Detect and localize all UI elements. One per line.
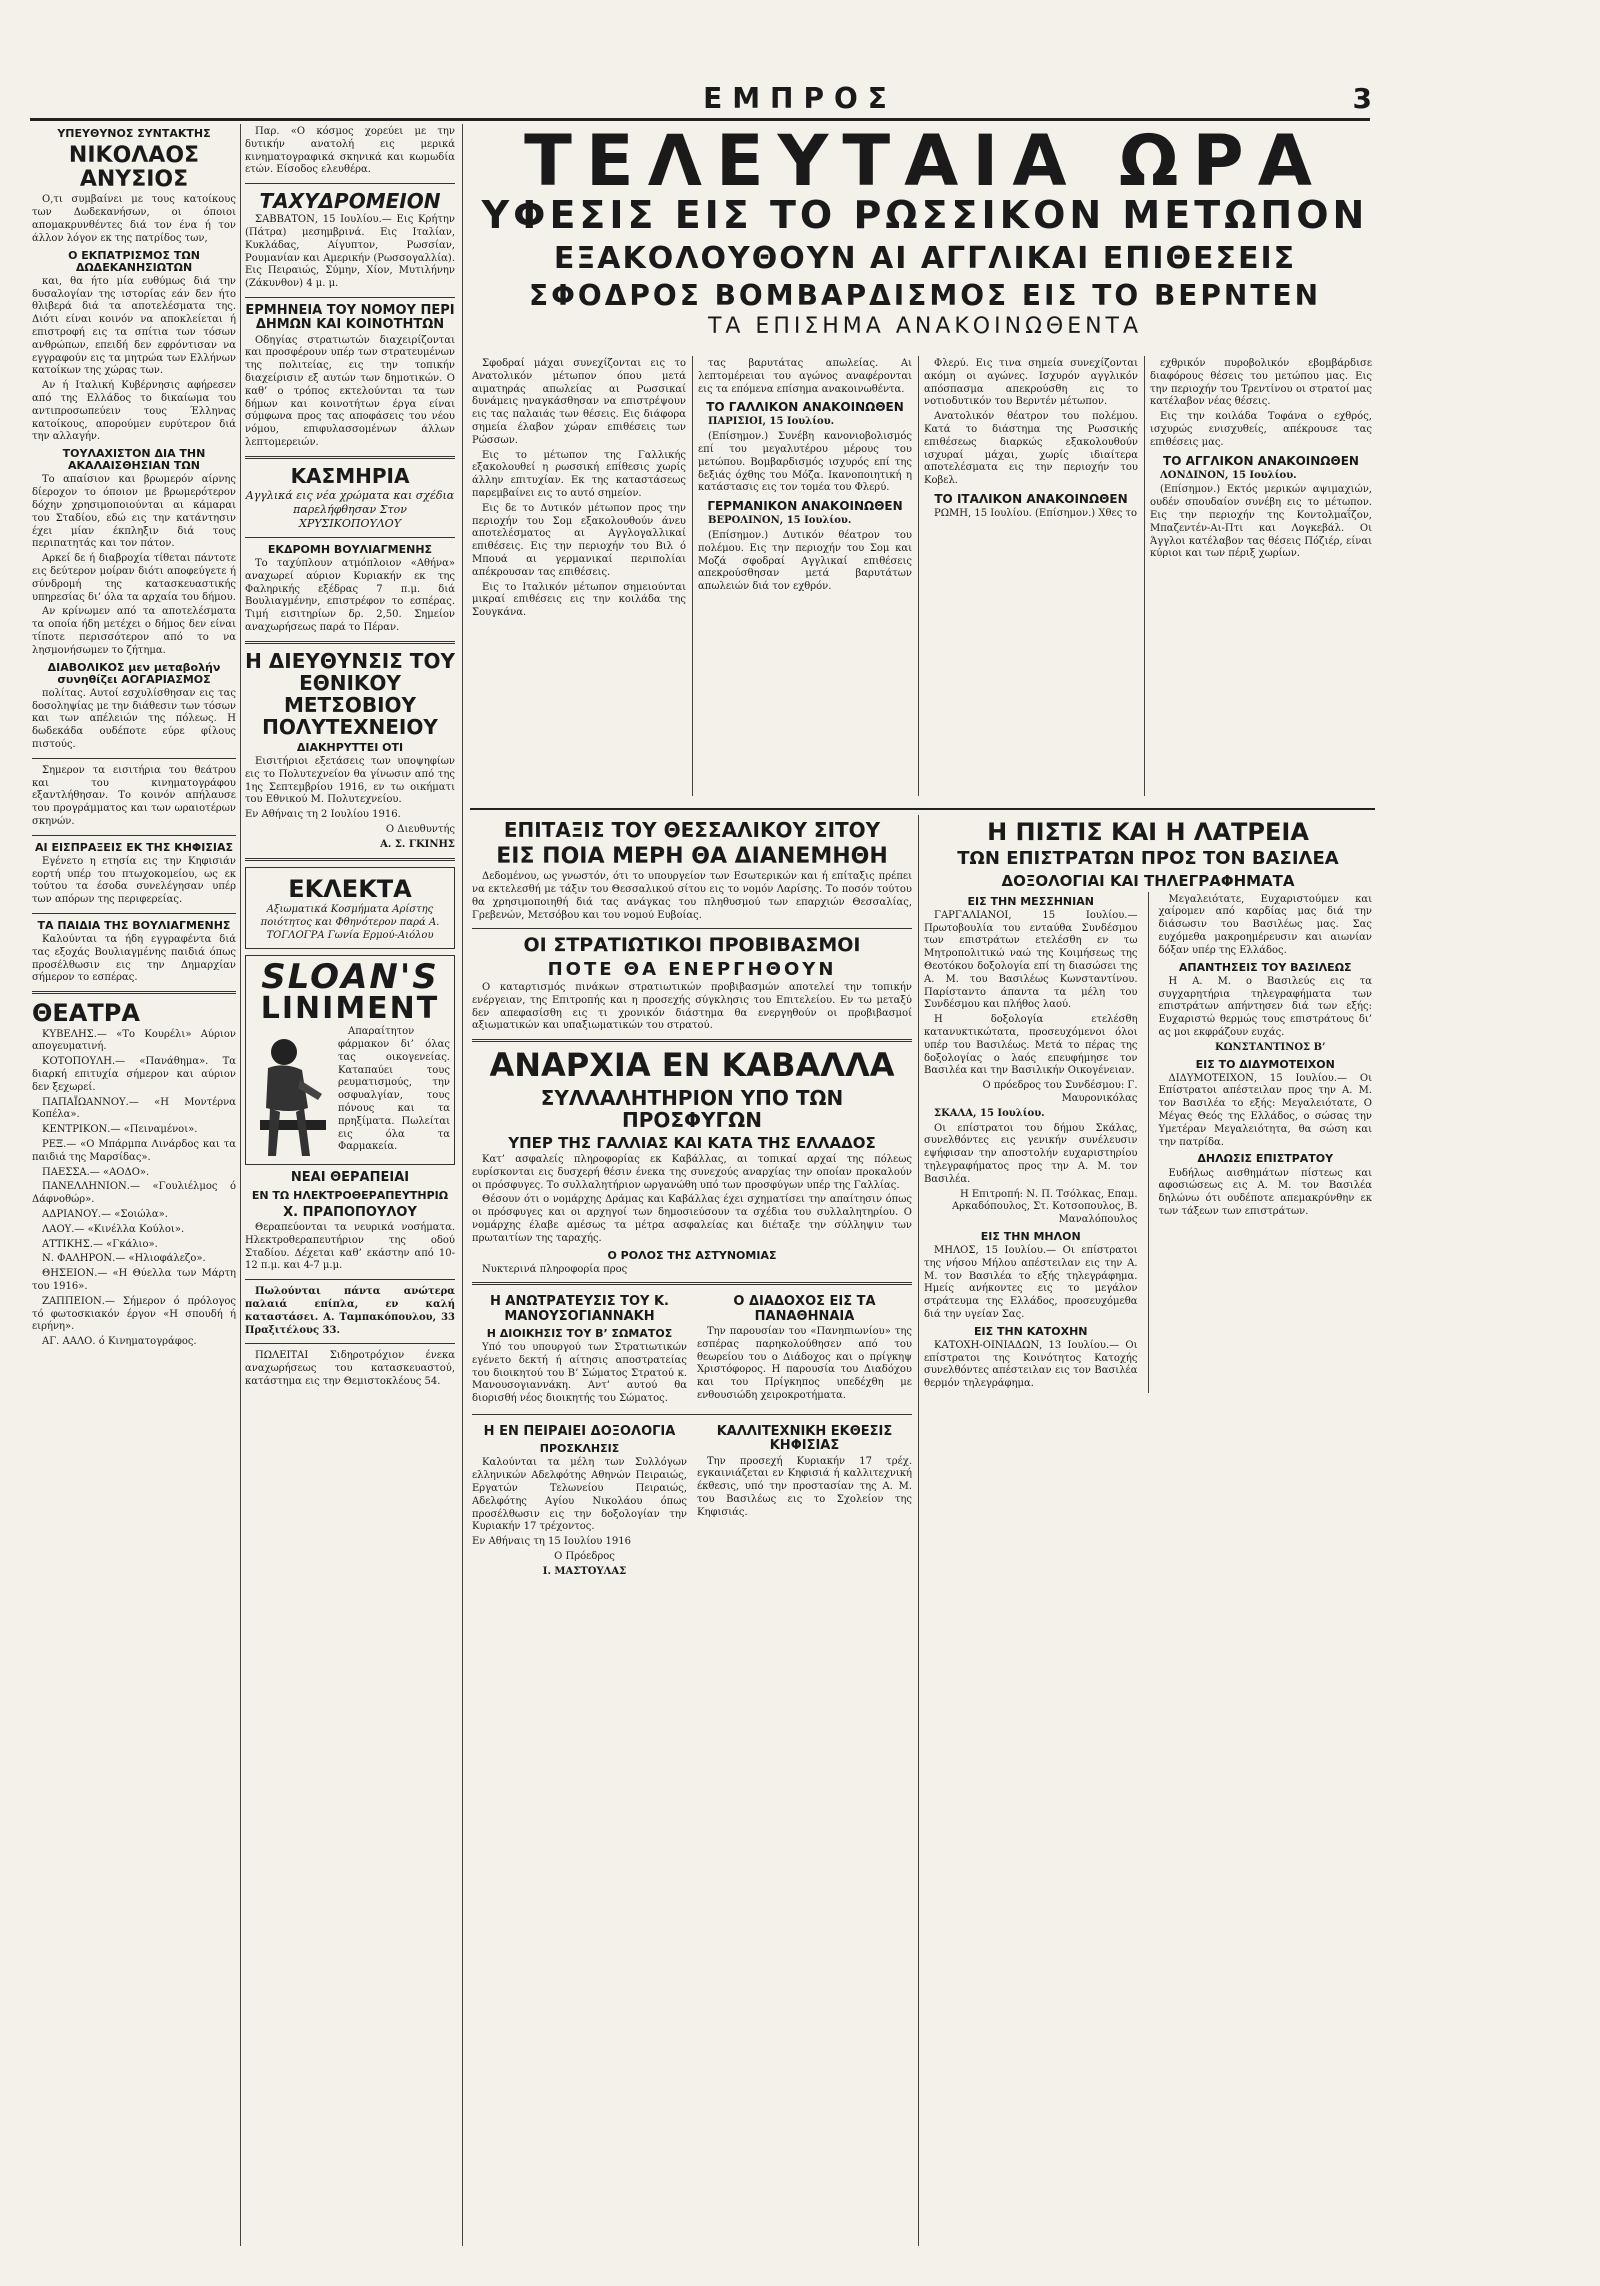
faith-paragraph: Μεγαλειότατε, Ευχαριστούμεν και χαίρομεν από καρδίας μας διά την διάσωσιν του Βασιλέως μας. Σας ευχόμεθα μακροημέρευσιν και αιωνίαν δόξαν υπέρ της Ελλάδος. <box>1158 893 1372 956</box>
german-communique-dateline: ΒΕΡΟΛΙΝΟΝ, 15 Ιουλίου. <box>708 515 852 527</box>
divider <box>245 641 455 644</box>
war-paragraph: Εις το μέτωπον της Γαλλικής εξακολουθεί η ρωσσική επίθεσις χωρίς άλλην επιτυχίαν. Εκ της καταστάσεως παρεμβαίνει εις το αυτό σημείον. <box>472 449 686 499</box>
author-label: ΥΠΕΥΘΥΝΟΣ ΣΥΝΤΑΚΤΗΣ <box>57 127 211 140</box>
promotions-title: ΟΙ ΣΤΡΑΤΙΩΤΙΚΟΙ ΠΡΟΒΙΒΑΣΜΟΙ <box>523 934 861 957</box>
kavala-anarchy-subtitle: ΣΥΛΛΑΛΗΤΗΡΙΟΝ ΥΠΟ ΤΩΝ ΠΡΟΣΦΥΓΩΝ <box>540 1086 844 1133</box>
polytechnic-body: Εισιτήριοι εξετάσεις των υποψηφίων εις το Πολυτεχνείον θα γίνωσιν από της 1ης Σεπτεμβρίου 1916, εν τω οικήματι του Εθνικού Μ. Πολυτεχνείου. <box>245 755 455 806</box>
theatre-listing: ΑΤΤΙΚΗΣ.— «Γκάλιο». <box>42 1238 158 1250</box>
divider <box>472 1039 912 1042</box>
divider <box>245 537 455 538</box>
promotions-subtitle: ΠΟΤΕ ΘΑ ΕΝΕΡΓΗΘΟΥΝ <box>547 959 837 981</box>
french-communique-dateline: ΠΑΡΙΣΙΟΙ, 15 Ιουλίου. <box>708 416 835 428</box>
notice-text: Παρ. «Ο κόσμος χορεύει με την δυτικήν ανατολή εις μερικά κινηματογραφικά σκηνικά και κωμωδία ετών. Είσοδος ελευθέρα. <box>245 126 455 176</box>
war-paragraph: Φλερύ. Εις τινα σημεία συνεχίζονται ακόμη οι αγώνες. Ισχυρόν αγγλικόν απόσπασμα απεκρούσθη εις το νοτιοδυτικόν του Βερντέν μέτωπον. <box>924 358 1138 408</box>
law-title: ΕΡΜΗΝΕΙΑ ΤΟΥ ΝΟΜΟΥ ΠΕΡΙ ΔΗΜΩΝ ΚΑΙ ΚΟΙΝΟΤΗΤΩΝ <box>245 302 455 333</box>
retirement-article <box>472 1291 687 1408</box>
column-rule <box>462 124 463 2246</box>
faith-paragraph: ΓΑΡΓΑΛΙΑΝΟΙ, 15 Ιουλίου.— Πρωτοβουλία του ενταύθα Συνδέσμου των επιστράτων ετελέσθη εν τω Μητροπολιτικώ ναώ της Κοιμήσεως της Θεοτόκου δοξολογία επί τη διασώσει της Α. Μ. του Βασιλέως Κωνσταντίνου. Παρίσταντο άπαντα τα μέλη του Συνδέσμου και πλήθος λαού. <box>924 909 1138 1011</box>
column-rule <box>918 815 919 2246</box>
art-exhibition-title: ΚΑΛΛΙΤΕΧΝΙΚΗ ΕΚΘΕΣΙΣ ΚΗΦΙΣΙΑΣ <box>716 1424 893 1454</box>
location-heading: ΕΙΣ ΤΗΝ ΜΗΛΟΝ <box>980 1229 1081 1243</box>
article-intro: Ο,τι συμβαίνει με τους κατοίκους των Δωδεκανήσων, οι όποιοι απομακρυνθέντες διά τον ένα ή τον άλλον λόγον εκ της πατρίδος των, <box>32 194 236 244</box>
article-paragraph: Σημερον τα εισιτήρια του θεάτρου και του κινηματογράφου εξαντλήθησαν. Το κοινόν απήλαυσε του προγράμματος και των ωραιοτέρων σκηνών. <box>32 764 236 827</box>
theatre-listing: ΛΑΟΥ.— «Κινέλλα Κούλοι». <box>42 1223 185 1235</box>
ad-sloans-subtitle: LINIMENT <box>260 991 440 1027</box>
therapy-subtitle: ΕΝ ΤΩ ΗΛΕΚΤΡΟΘΕΡΑΠΕΥΤΗΡΙΩ <box>251 1188 449 1202</box>
divider <box>472 1282 912 1285</box>
retirement-subtitle: Η ΔΙΟΙΚΗΣΙΣ ΤΟΥ Β’ ΣΩΜΑΤΟΣ <box>486 1327 673 1340</box>
location-heading: ΕΙΣ ΤΟ ΔΙΔΥΜΟΤΕΙΧΟΝ <box>1195 1057 1335 1071</box>
section-rule <box>470 808 1375 810</box>
ad-sloans-title: SLOAN'S <box>261 957 439 998</box>
column-1 <box>32 124 236 2246</box>
piraeus-doxology-title: Η ΕΝ ΠΕΙΡΑΙΕΙ ΔΟΞΟΛΟΓΙΑ <box>483 1424 676 1440</box>
article-paragraph: Καλούνται τα ήδη εγγραφέντα διά τας εξοχάς Βουλιαγμένης παιδιά όπως προσέλθωσιν εις την Δημαρχίαν σήμερον το εσπέρας. <box>32 934 236 984</box>
faith-signature: Ο πρόεδρος του Συνδέσμου: Γ. Μαυρονικόλας <box>982 1080 1138 1104</box>
column-rule <box>1148 892 1149 1393</box>
ad-eklekta-title: ΕΚΛΕΚΤΑ <box>288 874 412 903</box>
faith-paragraph: Η Α. Μ. ο Βασιλεύς εις τα συγχαρητήρια τηλεγραφήματα των επιστράτων απήντησεν διά των εξής: Ευχαριστώ θερμώς τους επιστράτους δι’ ας μοι εκφράζουν ευχάς. <box>1158 975 1372 1038</box>
polytechnic-title: Η ΔΙΕΥΘΥΝΣΙΣ ΤΟΥ ΕΘΝΙΚΟΥ ΜΕΤΣΟΒΙΟΥ ΠΟΛΥΤΕΧΝΕΙΟΥ <box>245 648 455 739</box>
faith-paragraph: Ευδήλως αισθημάτων πίστεως και αφοσιώσεως εις Α. Μ. τον Βασιλέα δηλώνω ότι ουδέποτε απεμακρύνθην εκ των τάξεων των επιστράτων. <box>1158 1167 1372 1217</box>
divider <box>245 456 455 459</box>
article-heading: ΑΙ ΕΙΣΠΡΑΞΕΙΣ ΕΚ ΤΗΣ ΚΗΦΙΣΙΑΣ <box>35 840 233 854</box>
war-news-col-b <box>698 356 912 796</box>
kavala-anarchy-body: Θέσουν ότι ο νομάρχης Δράμας και Καβάλλας έχει σχηματίσει την απαίτησιν όπως οι πρόσφυγες και οι αρχηγοί των δημοσιεύσουν τα σχέδια του συλλαλητηρίου. Ο νομάρχης έλαβε αμέσως τα μέτρα ασφαλείας και διέταξε την σύλληψιν των πρωταιτίων της ταραχής. <box>472 1194 912 1244</box>
author-name: ΝΙΚΟΛΑΟΣ ΑΝΥΣΙΟΣ <box>68 143 200 193</box>
ad-sloans-liniment <box>245 955 455 1165</box>
french-communique-body: (Επίσημον.) Συνέβη κανονιοβολισμός επί του μεγαλυτέρου μέρους του μετώπου. Βομβαρδισμός ισχυρός επί της δεξιάς όχθης του Μόζα. Ικανοποιητική η κατάστασις εις τον τομέα του Φλερύ. <box>698 431 912 494</box>
english-communique-body: (Επίσημον.) Εκτός μερικών αψιμαχιών, ουδέν σπουδαίον συνέβη εις το μέτωπον. Εις την περιοχήν της Κοντολμαΐζον, Μπαζεντέν-Αι-Πτι και Λογκεβάλ. Οι Άγγλοι κατέλαβον τας θέσεις Πόζιέρ, είναι κύριοι και των πέριξ χωρίων. <box>1150 484 1372 560</box>
therapy-title: ΝΕΑΙ ΘΕΡΑΠΕΙΑΙ <box>290 1170 410 1186</box>
promotions-body: Ο καταρτισμός πινάκων στρατιωτικών προβιβασμών αποτελεί την τοπικήν ενέργειαν, της Επιτροπής και η προσεχής σύγκλησις του Επιτελείου. Εν τω μεταξύ δεν απεφασίσθη εις τι χρονικόν διάστημα θα ενεργηθούν οι προβιβασμοί αξιωματικών και υπαξιωματικών του στρατού. <box>472 982 912 1032</box>
ad-sloans-body: Απαραίτητον φάρμακον δι’ όλας τας οικογενείας. Καταπαύει τους ρευματισμούς, την οσφυαλγίαν, τους πόνους και τα πρηξίματα. Πωλείται εις όλα τα Φαρμακεία. <box>338 1026 450 1153</box>
ad-eklekta <box>245 867 455 950</box>
theatres-title: ΘΕΑΤΡΑ <box>32 999 140 1028</box>
english-communique-dateline: ΛΟΝΔΙΝΟΝ, 15 Ιουλίου. <box>1160 469 1297 481</box>
war-paragraph: Ανατολικόν θέατρον του πολέμου. Κατά το διάστημα της Ρωσσικής επιθέσεως διαρκώς εξακολουθούν ισχυραί μάχαι, χωρίς ιδιαίτερα αποτελέσματα εις την περιοχήν του Κοβελ. <box>924 411 1138 487</box>
article-paragraph: Αν κρίνωμεν από τα αποτελέσματα τα οποία ήδη μετέχει ο δήμος δεν είναι τίποτε περισσότερον από το να λησμονήσωμεν το ζήτημα. <box>32 606 236 656</box>
newspaper-name: ΕΜΠΡΟΣ <box>703 82 897 115</box>
banner-headline: ΥΦΕΣΙΣ ΕΙΣ ΤΟ ΡΩΣΣΙΚΟΝ ΜΕΤΩΠΟΝ <box>481 193 1369 237</box>
theatre-listing: ΠΑΠΑΪΩΑΝΝΟΥ.— «Η Μοντέρνα Κοπέλα». <box>32 1096 236 1121</box>
theatre-listing: ΘΗΣΕΙΟΝ.— «Η Θύελλα των Μάρτη του 1916». <box>32 1268 236 1292</box>
lower-news-row <box>472 1291 912 1408</box>
war-paragraph: Εις την κοιλάδα Τοφάνα ο εχθρός, ισχυρώς ενισχυθείς, απέκρουσε τας επιθέσεις μας. <box>1150 411 1372 448</box>
divider <box>32 758 236 759</box>
article-paragraph: Το απαίσιον και βρωμερόν αίρνης δίεροχον το όποιον με βρωμερότερον δόχην χρησιμοποιούνται αι κάμαραι του Σταδίου, εδώ εις την κατάντησιν έχει μίαν έκπληξιν διά τους περιπατητάς και τον πάτον. <box>32 474 236 550</box>
reservist-declaration-title: ΔΗΛΩΣΙΣ ΕΠΙΣΤΡΑΤΟΥ <box>1197 1152 1334 1166</box>
piraeus-doxology-role: Ο Πρόεδρος <box>554 1551 615 1563</box>
excursion-body: Το ταχύπλουν ατμόπλοιον «Αθήνα» αναχωρεί αύριον Κυριακήν εκ της Φαληρικής εξέδρας 7 π.μ. διά Βουλιαγμένην, επιστρέφον το εσπέρας. Τιμή εισιτηρίων δρ. 2,50. Σημείον αναχωρήσεως παρά το Πέραν. <box>245 558 455 634</box>
war-paragraph: Εις δε το Δυτικόν μέτωπον προς την περιοχήν του Σομ εξακολουθούν άνευ αποτελέσματος αι Αγγλογαλλικαί επιθέσεις. Εις την περιοχήν του Βιλ ό Μπουά αι γερμανικαί περιπολίαι απέκρουσαν τας επιθέσεις. <box>472 502 686 578</box>
art-exhibition-body: Την προσεχή Κυριακήν 17 τρέχ. εγκαινιάζεται εν Κηφισιά ή καλλιτεχνική έκθεσις, υπό την προστασίαν της Α. Μ. του Βασιλέως εις το Σχολείον της Κηφισιάς. <box>697 1455 912 1518</box>
war-paragraph: εχθρικόν πυροβολικόν εβομβάρδισε διαφόρους θέσεις του μετώπου μας. Εις την περιοχήν του Τρεντίνου οι στρατοί μας κατέλαβον νέας θέσεις. <box>1150 358 1372 408</box>
piraeus-doxology-body: Καλούνται τα μέλη των Συλλόγων ελληνικών Αδελφότης Αθηνών Πειραιώς, Εργατών Τελωνείου Πειραιώς, Αδελφότης Αγίου Νικολάου όπως προσέλθωσιν εις την δοξολογίαν την Κυριακήν 17 τρέχοντος. <box>472 1457 687 1533</box>
police-role-title: Ο ΡΟΛΟΣ ΤΗΣ ΑΣΤΥΝΟΜΙΑΣ <box>607 1248 777 1262</box>
theatre-listing: ΠΑΝΕΛΛΗΝΙΟΝ.— «Γουλιέλμος ό Δάφνοθώρ». <box>32 1181 236 1206</box>
post-office-title: ΤΑΧΥΔΡΟΜΕΙΟΝ <box>259 189 441 214</box>
theatre-listing: ΚΟΤΟΠΟΥΛΗ.— «Πανάθημα». Τα διαρκή επιτυχία σήμερον και αύριον δεν ξεχωρεί. <box>32 1056 236 1093</box>
location-heading: ΕΙΣ ΤΗΝ ΚΑΤΟΧΗΝ <box>974 1324 1088 1338</box>
retirement-title: Η ΑΝΩΤΡΑΤΕΥΣΙΣ ΤΟΥ Κ. ΜΑΝΟΥΣΟΓΙΑΝΝΑΚΗ <box>489 1294 669 1324</box>
theatre-listing: ΖΑΠΠΕΙΟΝ.— Σήμερον ό πρόλογος τό φωτοσκιακόν έργον «Η σπουδή ή ειρήνη». <box>32 1295 236 1333</box>
faith-title: Η ΠΙΣΤΙΣ ΚΑΙ Η ΛΑΤΡΕΙΑ <box>987 818 1309 846</box>
king-replies-title: ΑΠΑΝΤΗΣΕΙΣ ΤΟΥ ΒΑΣΙΛΕΩΣ <box>1178 960 1352 974</box>
war-news-col-c <box>924 356 1138 796</box>
divider <box>245 858 455 861</box>
german-communique-body: (Επίσημον.) Δυτικόν θέατρον του πολέμου. Εις την περιοχήν του Σομ και Μοζά σφοδραί Αγγλικαί επιθέσεις απεκρούσθησαν μετά βαρυτάτων απωλειών διά τον εχθρόν. <box>698 529 912 593</box>
wheat-subtitle: ΕΙΣ ΠΟΙΑ ΜΕΡΗ ΘΑ ΔΙΑΝΕΜΗΘΗ <box>496 844 888 869</box>
faith-column-left <box>924 892 1138 1393</box>
article-paragraph: πολίτας. Αυτοί εσχυλίσθησαν εις τας δοσοληψίας με την διάθεσιν των τόσων και των απέλειών της πόλεως. Η δωδεκάδα ουδέποτε εύρε φίλους πιστούς. <box>32 687 236 750</box>
faith-column-right <box>1159 892 1373 1393</box>
police-role-body: Νυκτερινά πληροφορία προς <box>482 1263 628 1275</box>
faith-subtitle: ΤΩΝ ΕΠΙΣΤΡΑΤΩΝ ΠΡΟΣ ΤΟΝ ΒΑΣΙΛΕΑ <box>957 848 1339 870</box>
war-news-col-d <box>1150 356 1372 796</box>
polytechnic-subtitle: ΔΙΑΚΗΡΥΤΤΕΙ ΟΤΙ <box>296 740 404 754</box>
article-heading: Ο ΕΚΠΑΤΡΙΣΜΟΣ ΤΩΝ ΔΩΔΕΚΑΝΗΣΙΩΤΩΝ <box>68 248 200 274</box>
piraeus-doxology-name: Ι. ΜΑΣΤΟΥΛΑΣ <box>542 1565 627 1577</box>
article-paragraph: Εγένετο η ετησία εις την Κηφισιάν εορτή υπέρ του πτωχοκομείου, ως εκ τούτου τα έσοδα συνελέγησαν υπέρ των απόρων της περιφερείας. <box>32 855 236 906</box>
column-rule <box>918 356 919 796</box>
war-paragraph: Σφοδραί μάχαι συνεχίζονται εις το Ανατολικόν μέτωπον όπου μετά αιματηράς απωλείας αι Ρωσσικαί δυνάμεις ηναγκάσθησαν να επιστρέψουν εις τας παλαιάς των θέσεις. Εις διάφορα σημεία έλαβον χώραν επιθέσεις των Ρώσσων. <box>472 358 686 446</box>
theatre-listing: ΡΕΞ.— «Ο Μπάρμπα Λινάρδος και τα παιδιά της Μαρσίδας». <box>32 1139 236 1163</box>
post-office-body: ΣΑΒΒΑΤΟΝ, 15 Ιουλίου.— Εις Κρήτην (Πάτρα) μεσημβρινά. Εις Ιταλίαν, Κυκλάδας, Αίγυπτον, Ρωσσίαν, Ρουμανίαν και Αμερικήν (Ρωσσογαλλία). Εις Πειραιώς, Σύμην, Χίον, Μυτιλήνην (Ζάκυνθον) 4 μ. μ. <box>245 214 455 290</box>
french-communique-title: ΤΟ ΓΑΛΛΙΚΟΝ ΑΝΑΚΟΙΝΩΘΕΝ <box>706 400 904 415</box>
man-applying-liniment-illustration <box>250 1028 332 1160</box>
divider <box>245 1343 455 1344</box>
theatre-listing: ΚΥΒΕΛΗΣ.— «Το Κουρέλι» Αύριον απογευματινή. <box>32 1028 236 1053</box>
italian-communique-title: ΤΟ ΙΤΑΛΙΚΟΝ ΑΝΑΚΟΙΝΩΘΕΝ <box>934 491 1128 506</box>
english-communique-title: ΤΟ ΑΓΓΛΙΚΟΝ ΑΝΑΚΟΙΝΩΘΕΝ <box>1163 453 1359 468</box>
divider <box>472 1414 912 1415</box>
classified-ad: ΠΩΛΕΙΤΑΙ Σιδηροτρόχιον ένεκα αναχωρήσεως του κατασκευαστού, κατάστημα εις την Θεμιστοκλέους 54. <box>245 1350 455 1387</box>
wheat-title: ΕΠΙΤΑΞΙΣ ΤΟΥ ΘΕΣΣΑΛΙΚΟΥ ΣΙΤΟΥ <box>503 818 881 842</box>
kavala-anarchy-title: ΑΝΑΡΧΙΑ ΕΝ ΚΑΒΑΛΛΑ <box>489 1046 895 1085</box>
faith-paragraph: ΜΗΛΟΣ, 15 Ιουλίου.— Οι επίστρατοι της νήσου Μήλου απέστειλαν εις την Α. Μ. τον Βασιλέα το εξής τηλεγράφημα. Ημείς ανήκοντες εις το μεγάλον στράτευμα της Ελλάδος, προσευχόμεθα διά την υγείαν Σας. <box>924 1245 1138 1320</box>
article-heading: ΤΑ ΠΑΙΔΙΑ ΤΗΣ ΒΟΥΛΙΑΓΜΕΝΗΣ <box>37 918 231 932</box>
polytechnic-signature-name: Α. Σ. ΓΚΙΝΗΣ <box>380 838 455 850</box>
piraeus-doxology-article <box>472 1421 687 1581</box>
divider <box>245 297 455 298</box>
column-rule <box>240 124 241 2246</box>
ad-kasmiria-body: Αγγλικά εις νέα χρώματα και σχέδια παρελήφθησαν Στον ΧΡΥΣΙΚΟΠΟΥΛΟΥ <box>245 488 455 530</box>
excursion-title: ΕΚΔΡΟΜΗ ΒΟΥΛΙΑΓΜΕΝΗΣ <box>267 542 433 556</box>
german-communique-title: ΓΕΡΜΑΝΙΚΟΝ ΑΝΑΚΟΙΝΩΘΕΝ <box>707 499 903 514</box>
polytechnic-signature-role: Ο Διευθυντής <box>385 823 455 835</box>
article-paragraph: Αρκεί δε ή διαβροχία τίθεται πάντοτε εις δεύτερον μοίραν διότι αποφεύγετε ή σύνδρομή της κατασκευαστικής υπηρεσίας δι’ όλα τα αρχαία του δήμου. <box>32 553 236 603</box>
crown-prince-article <box>697 1291 912 1408</box>
retirement-body: Υπό του υπουργού των Στρατιωτικών εγένετο δεκτή ή αίτησις αποστρατείας του διοικητού του Β’ Σώματος Στρατού κ. Μανουσογιαννάκη. Αντ’ αυτού θα διορισθή νέος διοικητής του Σώματος. <box>472 1342 687 1405</box>
theatre-listing: Ν. ΦΑΛΗΡΟΝ.— «Ηλιοφάλεζο». <box>42 1253 206 1265</box>
column-rule <box>692 356 693 796</box>
divider <box>472 928 912 929</box>
divider <box>32 835 236 836</box>
masthead <box>0 82 1600 122</box>
faith-paragraph: Οι επίστρατοι του δήμου Σκάλας, συνελθόντες εις γενικήν συνέλευσιν εψήφισαν την αποστολήν ευχαριστηρίου τηλεγραφήματος προς την Α. Μ. τον Βασιλέα. <box>924 1122 1138 1185</box>
banner-announcements-label: ΤΑ ΕΠΙΣΗΜΑ ΑΝΑΚΟΙΝΩΘΕΝΤΑ <box>707 314 1143 339</box>
crown-prince-title: Ο ΔΙΑΔΟΧΟΣ ΕΙΣ ΤΑ ΠΑΝΑΘΗΝΑΙΑ <box>733 1294 876 1324</box>
middle-news-block <box>472 815 912 2245</box>
faith-paragraph: ΔΙΔΥΜΟΤΕΙΧΟΝ, 15 Ιουλίου.— Οι Επίστρατοι απέστειλαν προς την Α. Μ. τον Βασιλέα το εξής: Μεγαλειότατε, Ο Μέγας Θεός της Ελλάδος, ο σώσας την Υμετέραν Μεγαλειότητα, θα σώση και την πατρίδα. <box>1158 1072 1372 1148</box>
article-heading: ΔΙΑΒΟΛΙΚΟΣ μεν μεταβολήν συνηθίζει ΑΟΓΑΡΙΑΣΜΟΣ <box>47 660 221 686</box>
article-paragraph: Αν ή Ιταλική Κυβέρνησις αφήρεσεν από της Ελλάδος το δικαίωμα του αντιπροσωπεύειν τους Έλληνας κατοίκους, απορούμεν ευρύτερον διά την αλλαγήν. <box>32 380 236 443</box>
faith-paragraph: Η δοξολογία ετελέσθη κατανυκτικώτατα, προσευχόμενοι όλοι υπέρ του Βασιλέως. Μετά το πέρας της δοξολογίας ο λαός επευφήμησε τον Βασιλέα και την Βασιλικήν Οικογένειαν. <box>924 1014 1138 1077</box>
therapy-body: Θεραπεύονται τα νευρικά νοσήματα. Ηλεκτροθεραπευτήριον της οδού Σταδίου. Δέχεται καθ’ εκάστην από 10-12 π.μ. και 4-7 μ.μ. <box>245 1221 455 1272</box>
law-body: Οδηγίας στρατιωτών διαχειρίζονται και προσφέρουν υπέρ των στρατευμένων της πολιτείας, εις την τοπικήν διαχείρισιν εξ αυτών των δημοτικών. Ο καθ’ ο τρόπος εκτελούνται τα των δήμων και κοινοτήτων έργα είναι σύμφωνα προς τας αποφάσεις του νέου νόμου, επιφυλασσομένων άλλων λεπτομερειών. <box>245 334 455 448</box>
lower-news-row-2 <box>472 1421 912 1581</box>
kavala-anarchy-subtitle-2: ΥΠΕΡ ΤΗΣ ΓΑΛΛΙΑΣ ΚΑΙ ΚΑΤΑ ΤΗΣ ΕΛΛΑΔΟΣ <box>508 1134 876 1153</box>
divider <box>245 1279 455 1280</box>
piraeus-doxology-subtitle: ΠΡΟΣΚΛΗΣΙΣ <box>539 1442 620 1456</box>
war-paragraph: τας βαρυτάτας απωλείας. Αι λεπτομέρειαι του αγώνος αναφέρονται εις τα επόμενα επίσημα ανακοινωθέντα. <box>698 358 912 395</box>
faith-subtitle-2: ΔΟΞΟΛΟΓΙΑΙ ΚΑΙ ΤΗΛΕΓΡΑΦΗΜΑΤΑ <box>1001 872 1295 891</box>
ad-kasmiria-title: ΚΑΣΜΗΡΙΑ <box>290 463 410 488</box>
banner-subheadline: ΕΞΑΚΟΛΟΥΘΟΥΝ ΑΙ ΑΓΓΛΙΚΑΙ ΕΠΙΘΕΣΕΙΣ <box>553 241 1297 276</box>
italian-communique-dateline: ΡΩΜΗ, 15 Ιουλίου. (Επίσημον.) Χθες το <box>934 507 1138 519</box>
theatre-listing: ΑΓ. ΑΑΛΟ. ό Κινηματογράφος. <box>42 1336 197 1348</box>
piraeus-doxology-date: Εν Αθήναις τη 15 Ιουλίου 1916 <box>472 1536 631 1548</box>
page-number: 3 <box>1352 82 1372 115</box>
king-signature: ΚΩΝΣΤΑΝΤΙΝΟΣ Β’ <box>1214 1041 1326 1053</box>
therapy-name: Χ. ΠΡΑΠΟΠΟΥΛΟΥ <box>283 1204 417 1220</box>
divider <box>32 913 236 914</box>
divider <box>32 991 236 994</box>
polytechnic-date: Εν Αθήναις τη 2 Ιουλίου 1916. <box>245 809 401 821</box>
article-heading: ΤΟΥΛΑΧΙΣΤΟΝ ΔΙΑ ΤΗΝ ΑΚΑΛΑΙΣΘΗΣΙΑΝ ΤΩΝ <box>62 447 206 473</box>
faith-paragraph: ΚΑΤΟΧΗ-ΟΙΝΙΑΔΩΝ, 13 Ιουλίου.— Οι επίστρατοι της Κοινότητος Κατοχής συνελθόντες απέστειλαν εις τον Βασιλέα θερμόν τηλεγράφημα. <box>924 1339 1138 1390</box>
theatre-listing: ΑΔΡΙΑΝΟΥ.— «Σοιώλα». <box>42 1209 168 1221</box>
banner-subheadline: ΣΦΟΔΡΟΣ ΒΟΜΒΑΡΔΙΣΜΟΣ ΕΙΣ ΤΟ ΒΕΡΝΤΕΝ <box>528 279 1322 312</box>
ad-eklekta-body: Αξιωματικά Κοσμήματα Αρίστης ποιότητος και Φθηνότερον παρά Α. ΤΟΓΛΟΓΡΑ Γωνία Ερμού-Αιόλου <box>260 903 440 941</box>
art-exhibition-article <box>697 1421 912 1581</box>
kavala-anarchy-body: Κατ’ ασφαλείς πληροφορίας εκ Καβάλλας, αι τοπικαί αρχαί της πόλεως ευρίσκονται εις δυσχερή θέσιν ένεκα της συνεχούς αναρχίας την οποίαν προκαλούν οι πρόσφυγες. Το συλλαλητήριον ωργανώθη υπό των προσφύγων υπέρ της Γαλλίας. <box>472 1153 912 1191</box>
war-news-col-a <box>472 356 686 796</box>
war-paragraph: Εις το Ιταλικόν μέτωπον σημειούνται μικραί επιθέσεις εις την κοιλάδα της Σουγκάνα. <box>472 581 686 619</box>
reservists-faith-block <box>924 815 1372 2245</box>
wheat-body: Δεδομένου, ως γνωστόν, ότι το υπουργείον των Εσωτερικών και ή επίταξις πρέπει να εκτελεσθή με τάξιν του Θεσσαλικού σίτου εις το νομόν Λαρίσης. Το ποσόν τούτου θα χρησιμοποιηθή διά τας ανάγκας του πληθυσμού των επαρχιών Θεσσαλίας, Γρεβενών, Μετσόβου και του νομού Ευβοίας. <box>472 871 912 921</box>
furniture-ad: Πωλούνται πάντα ανώτερα παλαιά επίπλα, εν καλή καταστάσει. Α. Ταμπακόπουλου, 33 Πραξιτέλους 33. <box>245 1286 455 1336</box>
divider <box>245 183 455 184</box>
article-paragraph: και, θα ήτο μία ευθύμως διά την δυσαλογίαν της ιστορίας εάν δεν ήτο θλιβερά διά τα αποτελέσματα της. Διότι είναι κοινόν να αποκλείεται ή επιστροφή εις τα σπίτια των τόσων ανθρώπων, επειδή δεν εφρόντισαν να εγγραφούν εις τα μητρώα των Ελλήνων κατοίκων της χώρας των. <box>32 275 236 377</box>
crown-prince-body: Την παρουσίαν του «Πανηπιωνίου» της εσπέρας παρηκολούθησεν από του θεωρείου του ο Διάδοχος και ο πρίγκηψ Χριστόφορος. Η παρουσία του Διαδόχου και του Πρίγκηπος υπεδέχθη με ενθουσιώδη χειροκροτήματα. <box>697 1326 912 1401</box>
faith-columns <box>924 892 1372 1393</box>
faith-signature: Η Επιτροπή: Ν. Π. Τσόλκας, Επαμ. Αρκαδόπουλος, Στ. Κοτσοπουλος, Β. Μαναλόπουλος <box>952 1188 1138 1226</box>
faith-dateline: ΣΚΑΛΑ, 15 Ιουλίου. <box>934 1107 1045 1119</box>
location-heading: ΕΙΣ ΤΗΝ ΜΕΣΣΗΝΙΑΝ <box>967 894 1094 908</box>
column-rule <box>1144 356 1145 796</box>
theatre-listing: ΚΕΝΤΡΙΚΟΝ.— «Πειναμένοι». <box>42 1124 198 1136</box>
banner-title: ΤΕΛΕΥΤΑΙΑ ΩΡΑ <box>524 120 1326 202</box>
theatre-listing: ΠΑΕΣΣΑ.— «ΑΟΔΟ». <box>42 1166 150 1178</box>
last-hour-banner <box>470 120 1380 346</box>
theatres-list <box>32 1029 236 1349</box>
column-2 <box>245 124 455 2246</box>
